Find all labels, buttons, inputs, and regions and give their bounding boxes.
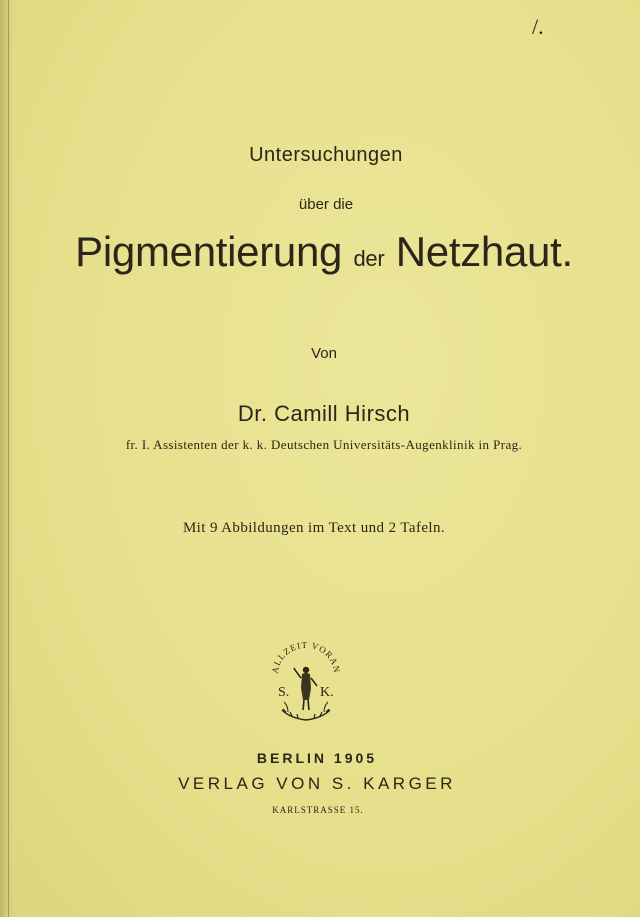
- page-marker: /.: [532, 14, 544, 39]
- book-title: [4, 228, 640, 276]
- imprint-city-year: BERLIN 1905: [256, 750, 378, 766]
- title-part-2: der: [353, 246, 385, 271]
- illustrations-note: Mit 9 Abbildungen im Text und 2 Tafeln.: [182, 520, 446, 536]
- subtitle-line-1: Untersuchungen: [249, 144, 403, 166]
- imprint-address: KARLSTRASSE 15.: [272, 805, 364, 815]
- by-label: Von: [311, 345, 337, 362]
- subtitle-line-2: über die: [298, 196, 354, 213]
- author-name: Dr. Camill Hirsch: [237, 401, 411, 426]
- title-part-1: Pigmentierung: [75, 228, 343, 275]
- title-part-3: Netzhaut.: [395, 228, 573, 275]
- emblem-left-letter: S.: [278, 685, 290, 700]
- emblem-motto: ALLZEIT VORAN: [269, 640, 343, 675]
- publisher-emblem: [268, 640, 344, 726]
- imprint-publisher: VERLAG VON S. KARGER: [178, 774, 456, 793]
- emblem-right-letter: K.: [320, 685, 334, 700]
- author-affiliation: fr. I. Assistenten der k. k. Deutschen Universitäts-Augenklinik in Prag.: [125, 437, 523, 452]
- publisher-emblem-icon: [268, 640, 344, 726]
